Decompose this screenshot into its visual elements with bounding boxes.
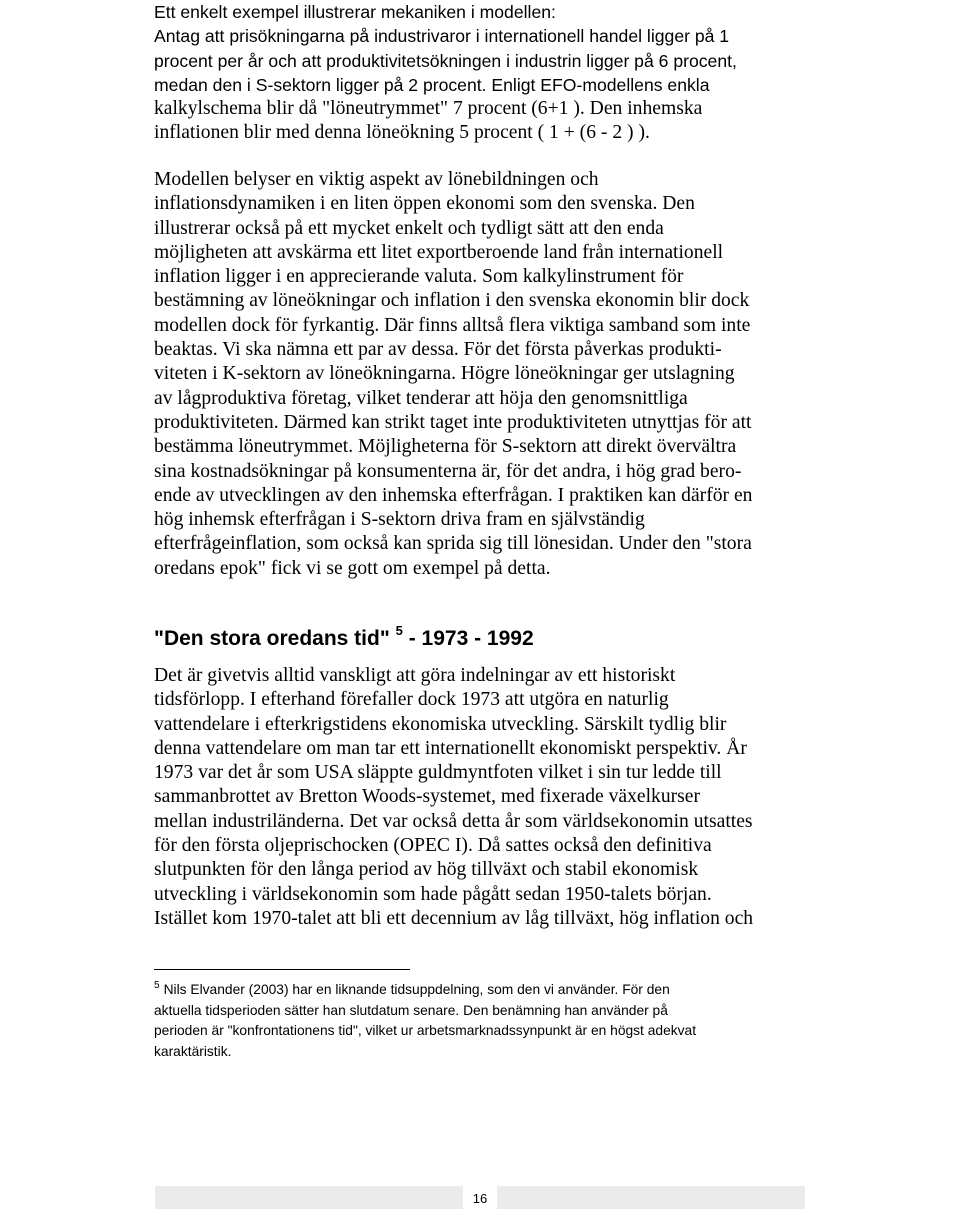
paragraph-model-critique [154,168,814,581]
text-line: tidsförlopp. I efterhand förefaller dock 1973 att utgöra en naturlig [154,689,669,711]
text-line: sammanbrottet av Bretton Woods-systemet, med fixerade växelkurser [154,786,700,808]
text-line: Modellen belyser en viktig aspekt av lönebildningen och [154,169,599,190]
footnote-line: karaktäristik. [154,1043,232,1059]
text-line: 1973 var det år som USA släppte guldmyntfoten vilket i sin tur ledde till [154,762,722,784]
page-number: 16 [463,1186,497,1209]
text-line: vattendelare i efterkrigstidens ekonomiska utveckling. Särskilt tydlig blir [154,713,727,735]
text-line: för den första oljeprischocken (OPEC I). Då sattes också den definitiva [154,835,712,857]
paragraph-model-example [154,0,814,146]
footnote-divider [154,969,410,970]
text-line: medan den i S-sektorn ligger på 2 procent. Enligt EFO-modellens enkla [154,74,710,95]
text-line: slutpunkten för den långa period av hög tillväxt och stabil ekonomisk [154,859,699,881]
footnote-line [154,980,814,1001]
text-line: produktiviteten. Därmed kan strikt taget inte produktiviteten utnyttjas för att [154,411,752,433]
paragraph-1973-watershed [154,664,814,931]
footnote-text: Nils Elvander (2003) har en liknande tidsuppdelning, som den vi använder. För den [163,982,670,997]
text-line: mellan industriländerna. Det var också detta år som världsekonomin utsattes [154,810,753,832]
section-heading [154,623,534,657]
text-line: beaktas. Vi ska nämna ett par av dessa. För det första påverkas produkti- [154,339,722,361]
text-line: viteten i K-sektorn av löneökningarna. Högre löneökningar ger utslagning [154,363,735,385]
text-line: ende av utvecklingen av den inhemska efterfrågan. I praktiken kan därför en [154,484,753,506]
section-heading-years: - 1973 - 1992 [408,627,534,650]
text-line: modellen dock för fyrkantig. Där finns alltså flera viktiga samband som inte [154,314,751,336]
text-line: kalkylschema blir då "löneutrymmet" 7 procent (6+1 ). Den inhemska [154,98,703,120]
text-line: av lågproduktiva företag, vilket tenderar att höja den genomsnittliga [154,387,688,409]
text-line: inflation ligger i en apprecierande valuta. Som kalkylinstrument för [154,266,684,288]
text-line: möjligheten att avskärma ett litet exportberoende land från internationell [154,241,724,263]
footnote-number: 5 [154,980,160,991]
text-line: utveckling i världsekonomin som hade pågått sedan 1950-talets början. [154,883,712,905]
text-line: Istället kom 1970-talet att bli ett decennium av låg tillväxt, hög inflation och [154,907,754,929]
text-line: illustrerar också på ett mycket enkelt och tydligt sätt att den enda [154,217,664,239]
text-line: inflationen blir med denna löneökning 5 procent ( 1 + (6 - 2 ) ). [154,122,650,144]
text-line: procent per år och att produktivitetsökningen i industrin ligger på 6 procent, [154,50,737,71]
footnote [154,980,814,1062]
footnote-reference[interactable]: 5 [395,623,403,638]
text-line: efterfrågeinflation, som också kan sprida sig till lönesidan. Under den "stora [154,533,752,555]
text-line: denna vattendelare om man tar ett internationellt ekonomiskt perspektiv. År [154,737,747,759]
footnote-line: perioden är "konfrontationens tid", vilket ur arbetsmarknadssynpunkt är en högst adekvat [154,1023,697,1038]
text-line: hög inhemsk efterfrågan i S-sektorn driva fram en självständig [154,509,645,531]
text-line: bestämning av löneökningar och inflation i den svenska ekonomin blir dock [154,290,750,312]
text-line: Det är givetvis alltid vanskligt att göra indelningar av ett historiskt [154,665,676,686]
text-line: sina kostnadsökningar på konsumenterna är, för det andra, i hög grad bero- [154,460,742,482]
text-line: Antag att prisökningarna på industrivaror i internationell handel ligger på 1 [154,26,730,47]
text-line: oredans epok" fick vi se gott om exempel på detta. [154,557,551,579]
text-line: Ett enkelt exempel illustrerar mekaniken i modellen: [154,2,556,22]
section-heading-title: "Den stora oredans tid" [154,627,390,650]
text-line: inflationsdynamiken i en liten öppen ekonomi som den svenska. Den [154,193,695,215]
footnote-line: aktuella tidsperioden sätter han slutdatum senare. Den benämning han använder på [154,1002,668,1018]
text-line: bestämma löneutrymmet. Möjligheterna för S-sektorn att direkt övervältra [154,436,737,458]
